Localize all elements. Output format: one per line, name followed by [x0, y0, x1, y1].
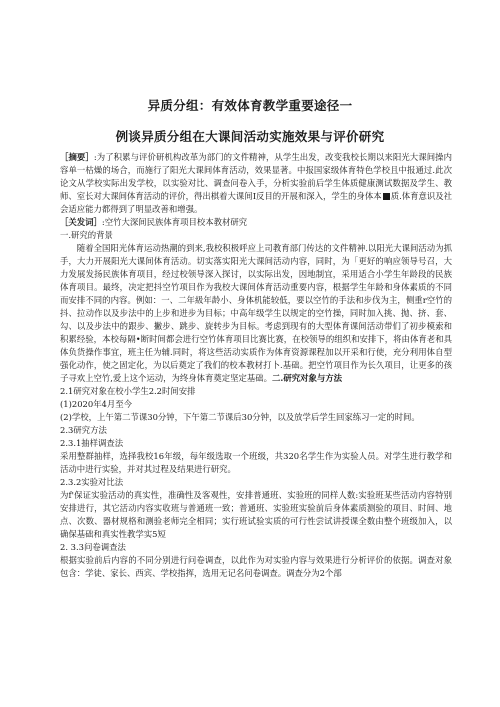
document-subtitle: 例谈异质分组在大课间活动实施效果与评价研究 [115, 129, 385, 144]
heading-2-3-3: 2. 3.3问卷调查法 [60, 542, 126, 552]
section1-para-text: 随着全国阳光体育运动热潮的到来,我校积极呼应上司教育部门传达的文件精神.以阳光大课间活动为抓手，大力开展阳光大课间体育活动。切实落实阳光大课间活动内容，同时，为「更好的响应领导号召，大力发展发扬民族体育项目，经过校领导深入探讨，以实际出发，因地制宜，采用适合小学生年龄段的民族体育项目。最终，决定把抖空竹项目作为我校大课间体育活动重要内容，根据学生年龄和身体素质的不同而安排不同的内容。例如：一、二年級年龄小、身体机能较低，要以空竹的手法和步伐为主，侧重r空竹的抖、拉动作以及步法中的上步和进步为目标；中高年级学生以规定的空竹操，同时加入挑、抛、挤、套、勾、以及步法中的跟步、撇步、跳步、旋转步为目标。考虑到现有的大型体育课间活动带们了初步模索和积累经验，本校每隔•断时间都会进行空竹体育项目比赛比赛，在校领导的组织和安排下，将由体育老和具体负货操作事宜，班主任为辅.同时，将这些活动实质作为体育资源课程加以开采和行使，充分利用体自型强化动作，使之固定化，为以后奠定了我们的校本教材打卜.基础。把空竹项目作为长久项目，让更多的孩子寻欢上空竹,爱上这个运动，为终身体育奠定坚定基础。 [60, 243, 452, 383]
paragraph-schedule: (2)学校，上午第二节课30分钟，下午第二节课后30分钟，以及放学后学生回家练习一定的时间。 [60, 412, 420, 422]
heading-2-3-2: 2.3.2实验对比法 [60, 477, 124, 487]
heading-2-3: 2.3研究方法 [60, 425, 107, 435]
keywords-text: :空竹大深间民族体育项目校本教材研究 [101, 217, 248, 227]
abstract-label: ［摘要］ [60, 152, 94, 162]
section2-heading: 二.研究对象与方法 [272, 373, 342, 383]
abstract-text-a: :为了积累与评价研机构改革为部门的文件精神，从学生出发，改变我校长期以来阳光大课间操内容单一枯燥的场合，而施行了阳光大课间体育活动，效果显著。中报国家级体育特色学校且中报通过.此次论文从学校实际出发学校，以实验对比、调查问卷入手，分析实验前后学生体质健康测试数据及学生、教师、室长对大课间体育活动的评价，得出棋着大课间I反目的开展和深入，学生的身体本 [60, 152, 452, 201]
abstract-text-b: 质.体育意识及社会适应能力都得到了明显改善和增强。 [60, 191, 452, 214]
paragraph-2-3-2: 为f'保证实验活动的真实性，准确性及客观性，安排普通班、实验班的同样人数:实验班某些活动内容特别安排进行，其它活动内容实收班与普通班一致；普通班、实验班实验前后身体素质测验的项目、时间、地点、次数、器材规格和测验老师完全相同；实行班试验实质的可行性尝试讲授课全数由整个班级加入，以确保基础和真实性教学实5短 [60, 490, 452, 539]
heading-2-1: 2.1研究对象在校小学生2.2时间安排 [60, 386, 196, 396]
document-body [60, 151, 452, 580]
heading-2-3-1: 2.3.1抽样调查法 [60, 438, 124, 448]
paragraph-2-3-1: 采用整群抽样，选择我校16年级，每年级选取一个班级，共320名学生作为实验人员。对学生进行教学和活动中进行实验，并对其过程及结果进行研究。 [60, 451, 452, 474]
keywords-label: ［关发词］ [60, 217, 102, 227]
paragraph-2-3-3: 根据实验前后内容的不同分别进行问卷调查，以此作为对实验内容与效果进行分析评价的依据。调查对象包含：学徒、家长、西宾、学校指挥，选用无记名问卷调查。调查分为2个部 [60, 555, 452, 578]
heading-date: (1)2020年4月至今 [60, 399, 133, 409]
document-title: 异质分组：有效体育教学重要途径一 [147, 98, 353, 113]
section1-heading: 一.研究的背景 [60, 230, 113, 240]
section1-paragraph [60, 242, 452, 385]
keywords [60, 216, 452, 229]
abstract [60, 151, 452, 216]
square-glyph-icon [383, 193, 390, 200]
